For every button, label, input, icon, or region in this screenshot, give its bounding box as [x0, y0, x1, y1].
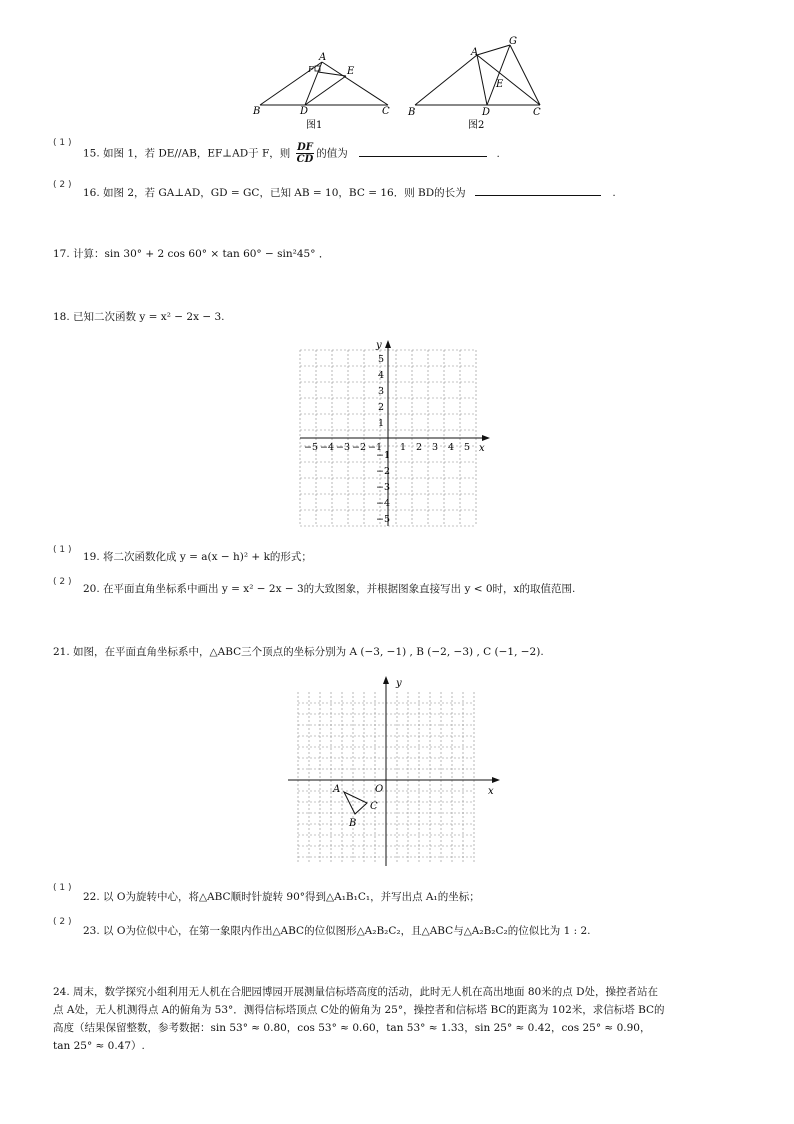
grid1-ytick: −5 — [376, 514, 391, 525]
q16-end: . — [612, 187, 616, 199]
fig2-label-E: E — [496, 79, 504, 90]
question-17: 17. 计算：sin 30° + 2 cos 60° × tan 60° − sin²45° ． — [53, 248, 330, 260]
q15-prefix: 15. 如图 1，若 DE//AB，EF⊥AD于 F，则 — [83, 147, 294, 160]
grid2-origin: O — [375, 784, 384, 795]
q24-line-4: tan 25° ≈ 0.47）. — [53, 1040, 145, 1052]
grid1-axis-y: y — [376, 340, 382, 351]
q24-line-2: 点 A处，无人机测得点 A的俯角为 53°．测得信标塔顶点 C处的俯角为 25°，操控者和信标塔 BC的距离为 102米，求信标塔 BC的 — [53, 1004, 665, 1016]
q15-end: . — [496, 147, 500, 160]
grid2-label-C: C — [370, 801, 378, 812]
grid1-xtick: −1 — [368, 442, 383, 453]
question-21: 21. 如图，在平面直角坐标系中，△ABC三个顶点的坐标分别为 A (−3, −1) , B (−2, −3) , C (−1, −2). — [53, 646, 544, 658]
q16-text: 16. 如图 2，若 GA⊥AD，GD = GC，已知 AB = 10，BC = 16．则 BD的长为 — [83, 187, 466, 199]
grid1-xtick: 4 — [448, 442, 455, 453]
grid1-ytick: −4 — [376, 498, 391, 509]
grid1-ytick: 5 — [378, 354, 385, 365]
grid1-ytick: 4 — [378, 370, 385, 381]
q15-answer-blank[interactable] — [359, 146, 487, 157]
grid1-ytick: 3 — [378, 386, 385, 397]
figure-2 — [405, 35, 555, 135]
q15-suffix: 的值为 — [316, 147, 348, 160]
fig1-caption: 图1 — [306, 120, 323, 131]
fig2-label-D: D — [482, 107, 491, 118]
q15-frac-num: DF — [297, 142, 313, 153]
figure-1 — [250, 50, 400, 135]
grid1-xtick: −5 — [304, 442, 319, 453]
grid1-ytick: −3 — [376, 482, 391, 493]
grid2-axis-y: y — [396, 678, 402, 689]
q24-line-1: 24. 周末，数学探究小组利用无人机在合肥园博园开展测量信标塔高度的活动，此时无人机在高出地面 80米的点 D处，操控者站在 — [53, 986, 658, 998]
fig2-label-B: B — [408, 107, 416, 118]
q15-sub-label: ( 1 ) — [53, 138, 72, 148]
grid1-xtick: 1 — [400, 442, 407, 453]
grid1-ytick: −2 — [376, 466, 391, 477]
q20-sub-label: ( 2 ) — [53, 577, 72, 587]
fig1-label-C: C — [382, 106, 390, 117]
grid1-xtick: −2 — [352, 442, 367, 453]
coordinate-grid-2 — [286, 672, 506, 868]
q19-sub-label: ( 1 ) — [53, 545, 72, 555]
coordinate-grid-1 — [296, 334, 496, 530]
q23-sub-label: ( 2 ) — [53, 917, 72, 927]
grid1-ytick: 2 — [378, 402, 385, 413]
grid1-xtick: 3 — [432, 442, 439, 453]
question-19: 19. 将二次函数化成 y = a(x − h)² + k的形式； — [83, 551, 312, 563]
grid1-ytick: 1 — [378, 418, 385, 429]
grid1-xtick: −3 — [336, 442, 351, 453]
grid1-xtick: 2 — [416, 442, 423, 453]
fig1-label-A: A — [319, 52, 327, 63]
question-22: 22. 以 O为旋转中心，将△ABC顺时针旋转 90°得到△A₁B₁C₁，并写出点 A₁的坐标； — [83, 891, 480, 903]
fig1-label-B: B — [253, 106, 261, 117]
fig1-label-F: F — [308, 65, 314, 74]
grid2-axis-x: x — [488, 786, 494, 797]
grid1-xtick: 5 — [464, 442, 471, 453]
question-18: 18. 已知二次函数 y = x² − 2x − 3. — [53, 311, 225, 323]
fig2-label-A: A — [471, 47, 479, 58]
q22-sub-label: ( 1 ) — [53, 883, 72, 893]
q16-answer-blank[interactable] — [475, 185, 601, 196]
fig1-label-E: E — [347, 66, 355, 77]
question-16 — [83, 185, 616, 200]
fig2-caption: 图2 — [468, 120, 485, 131]
q15-fraction — [296, 142, 315, 165]
question-20: 20. 在平面直角坐标系中画出 y = x² − 2x − 3的大致图象，并根据图象直接写出 y < 0时，x的取值范围. — [83, 583, 576, 595]
grid2-label-B: B — [349, 818, 357, 829]
triangle-abc — [344, 792, 367, 814]
grid2-label-A: A — [333, 784, 341, 795]
question-23: 23. 以 O为位似中心，在第一象限内作出△ABC的位似图形△A₂B₂C₂，且△ABC与△A₂B₂C₂的位似比为 1 : 2. — [83, 925, 591, 937]
fig2-label-G: G — [509, 36, 517, 47]
fig1-label-D: D — [300, 106, 309, 117]
grid1-xtick: −4 — [320, 442, 335, 453]
q15-frac-den: CD — [296, 154, 314, 165]
fig2-label-C: C — [533, 107, 541, 118]
q24-line-3: 高度（结果保留整数，参考数据：sin 53° ≈ 0.80，cos 53° ≈ 0.60，tan 53° ≈ 1.33，sin 25° ≈ 0.42，cos 25° ≈ 0.90， — [53, 1022, 651, 1034]
question-24 — [53, 983, 753, 1055]
grid1-ytick: −1 — [376, 450, 391, 461]
question-15 — [83, 142, 500, 165]
q16-sub-label: ( 2 ) — [53, 180, 72, 190]
grid1-axis-x: x — [479, 443, 485, 454]
